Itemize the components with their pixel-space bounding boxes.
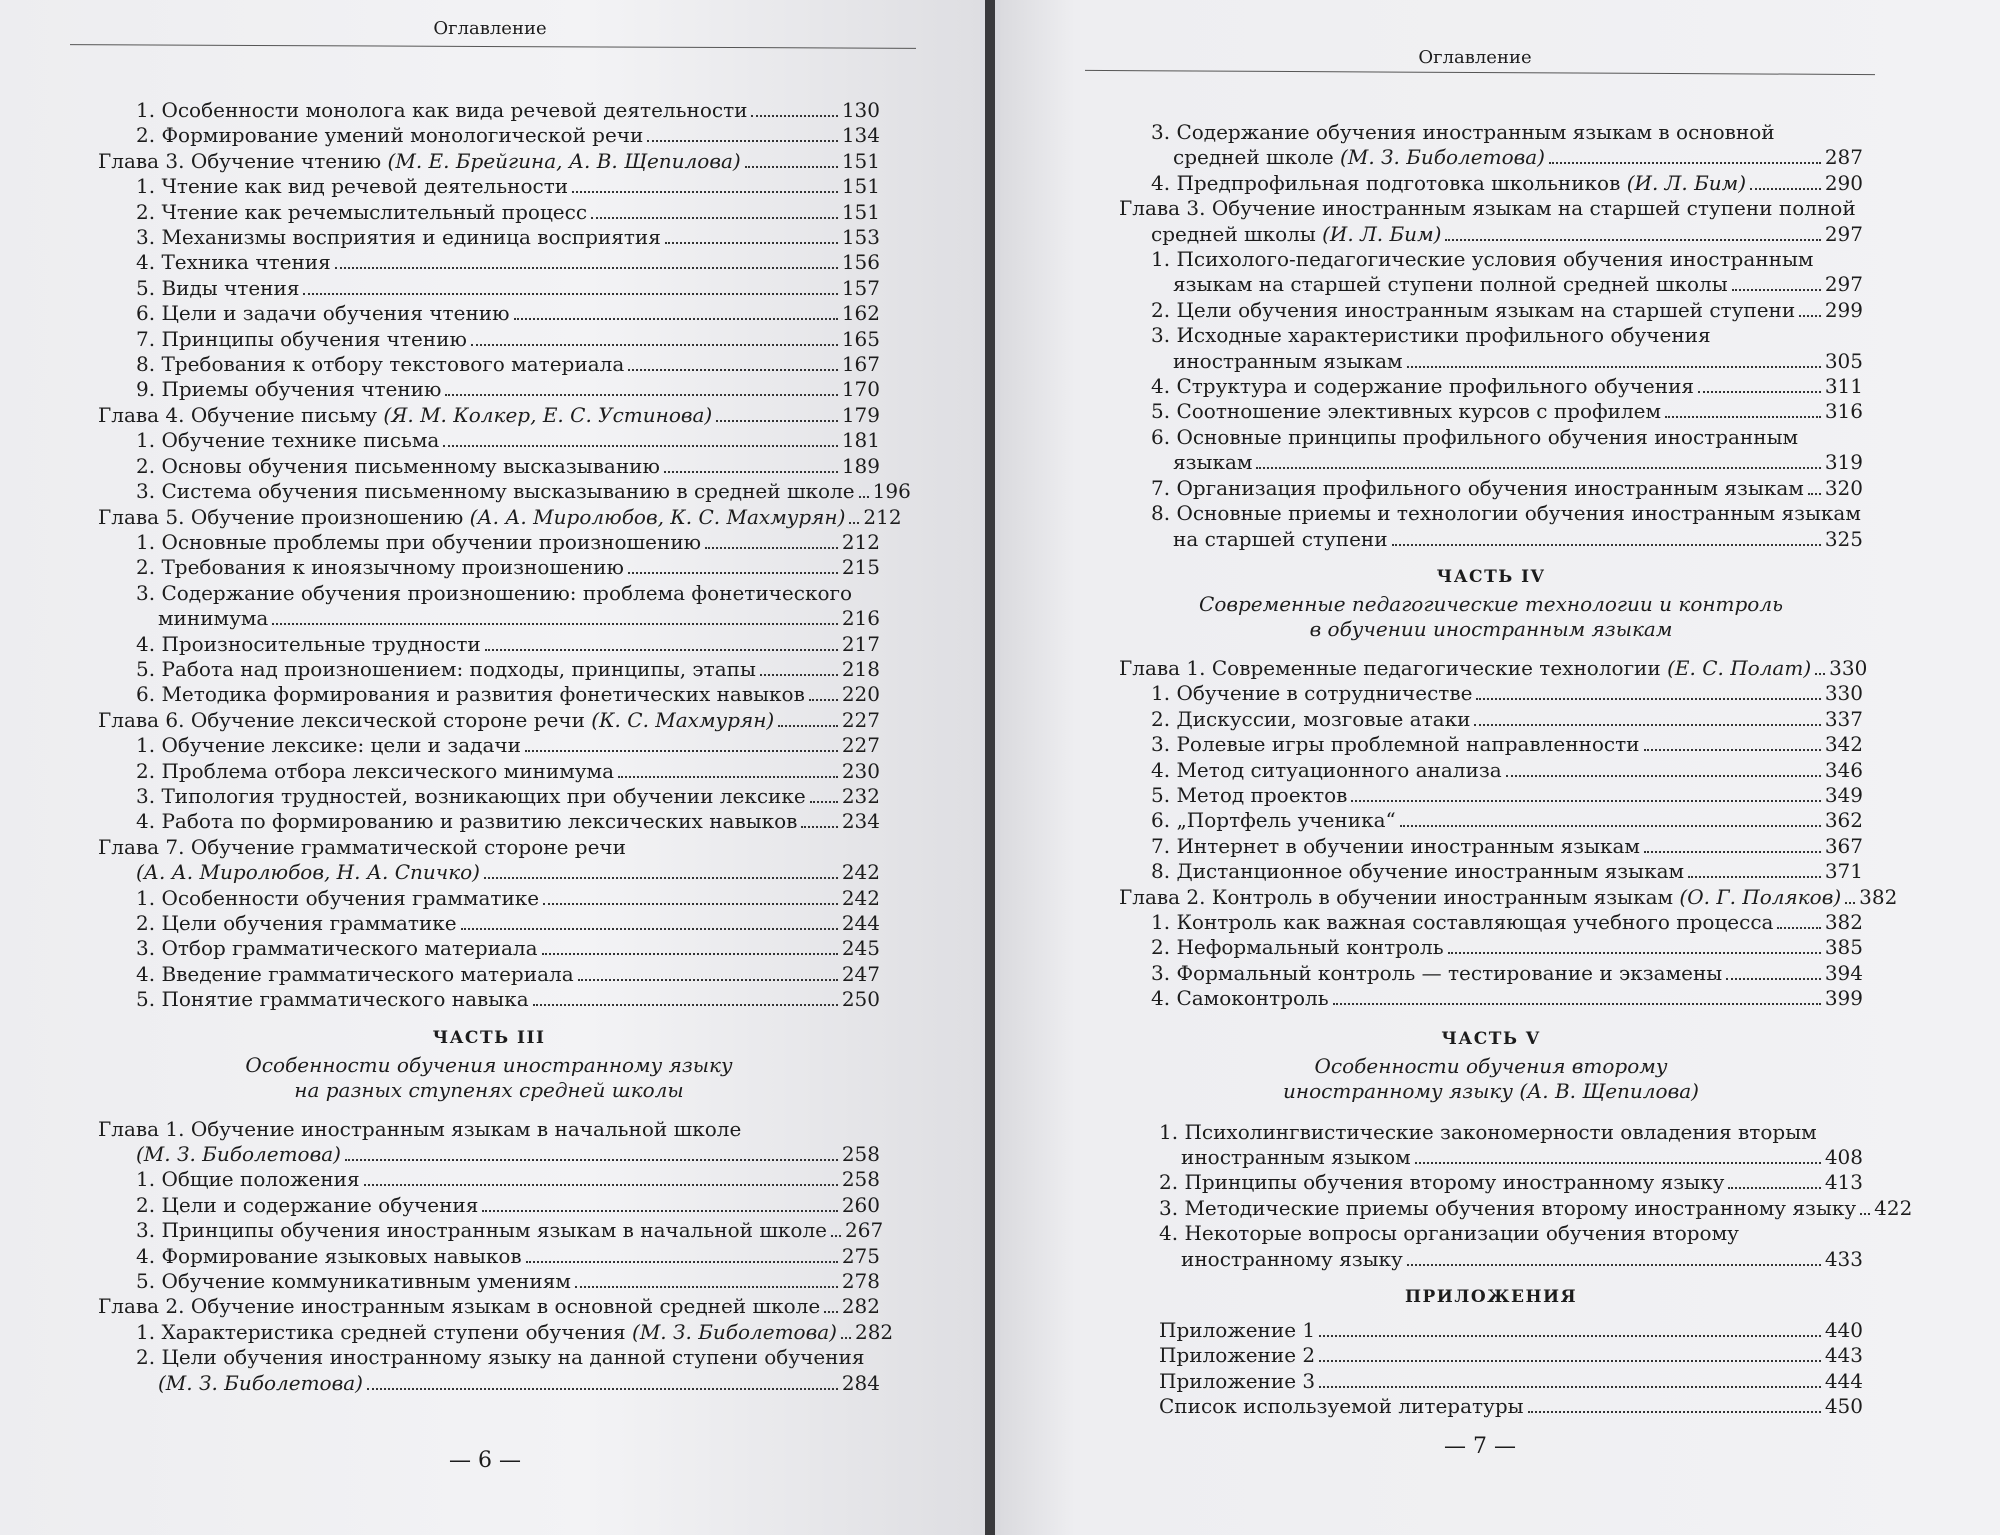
dot-leader	[526, 1261, 838, 1263]
dot-leader	[591, 217, 838, 219]
toc-entry[interactable]: 6. Основные принципы профильного обучения иностранным	[1151, 424, 1799, 449]
toc-page-number: 153	[841, 225, 880, 250]
toc-page-number: 151	[841, 174, 880, 199]
dot-leader	[1860, 1213, 1870, 1215]
toc-entry[interactable]	[1151, 783, 1863, 808]
toc-entry-title: 2. Дискуссии, мозговые атаки	[1151, 706, 1471, 731]
toc-entry[interactable]: 4. Предпрофильная подготовка школьников (И. Л. Бим) 290	[1151, 170, 1863, 195]
toc-page-number: 227	[841, 733, 880, 758]
book-gutter	[985, 0, 995, 1535]
toc-entry-title: 2. Цели и содержание обучения	[136, 1192, 479, 1217]
toc-entry-title: 8. Дистанционное обучение иностранным языкам	[1151, 859, 1685, 884]
toc-page-number: 258	[841, 1167, 880, 1192]
toc-chapter[interactable]: Глава 7. Обучение грамматической стороне речи	[98, 834, 626, 859]
toc-entry[interactable]	[1151, 834, 1863, 859]
toc-page-number: 245	[841, 936, 880, 961]
toc-entry-title: 2. Проблема отбора лексического минимума	[136, 758, 615, 783]
toc-entry[interactable]	[136, 911, 880, 936]
toc-entry[interactable]	[1151, 707, 1863, 732]
toc-entry-title: 1. Обучение в сотрудничестве	[1151, 681, 1473, 706]
dot-leader	[628, 369, 838, 371]
toc-entry[interactable]	[136, 759, 880, 784]
toc-entry-title: 8. Требования к отбору текстового материала	[136, 352, 625, 377]
toc-entry[interactable]	[136, 1244, 880, 1269]
toc-entry[interactable]	[136, 632, 880, 657]
toc-right	[1119, 120, 1913, 1420]
dot-leader	[810, 801, 838, 803]
toc-page-number: 413	[1824, 1170, 1863, 1195]
dot-leader	[335, 267, 838, 269]
toc-entry[interactable]	[1159, 1318, 1863, 1343]
toc-entry[interactable]	[136, 1269, 880, 1294]
toc-entry-title: 1. Обучение лексике: цели и задачи	[136, 733, 521, 758]
dot-leader	[1665, 416, 1821, 418]
dot-leader	[1351, 800, 1820, 802]
part-title: Особенности обучения второму	[1314, 1053, 1668, 1078]
toc-page-number: 196	[872, 479, 911, 504]
toc-entry[interactable]: 3. Содержание обучения иностранным языкам в основной	[1151, 120, 1775, 144]
dot-leader	[1698, 391, 1821, 393]
toc-entry[interactable]: 4. Некоторые вопросы организации обучения второму	[1159, 1221, 1739, 1246]
toc-entry-title: 3. Принципы обучения иностранным языкам в начальной школе	[136, 1218, 827, 1243]
toc-entry[interactable]	[136, 327, 880, 352]
toc-entry[interactable]	[1159, 1195, 1913, 1221]
dot-leader	[543, 903, 838, 905]
toc-entry[interactable]: 2. Цели обучения иностранному языку на данной ступени обучения	[136, 1345, 865, 1370]
toc-entry[interactable]: 1. Психолингвистические закономерности овладения вторым	[1159, 1119, 1817, 1144]
toc-page-number: 232	[841, 783, 880, 808]
toc-entry-title: 3. Формальный контроль — тестирование и экзамены	[1151, 960, 1723, 985]
toc-entry[interactable]	[136, 123, 880, 148]
part-title: Современные педагогические технологии и контроль	[1199, 591, 1783, 616]
toc-page-number: 337	[1824, 706, 1863, 731]
toc-entry-cont[interactable]: языкам на старшей ступени полной средней школы 297	[1173, 272, 1863, 297]
toc-chapter-cont[interactable]: средней школы (И. Л. Бим) 297	[1151, 221, 1863, 246]
toc-entry-title: 4. Формирование языковых навыков	[136, 1243, 522, 1268]
toc-chapter[interactable]: Глава 6. Обучение лексической стороне речи (К. С. Махмурян) 227	[98, 707, 880, 732]
toc-page-number: 157	[841, 275, 880, 300]
toc-entry[interactable]	[136, 200, 880, 225]
toc-entry-title: 9. Приемы обучения чтению	[136, 377, 442, 402]
toc-entry[interactable]	[136, 936, 880, 961]
toc-chapter[interactable]: Глава 5. Обучение произношению (А. А. Миролюбов, К. С. Махмурян) 212	[98, 504, 902, 529]
toc-left	[98, 98, 911, 1396]
toc-entry-title: 5. Работа над произношением: подходы, принципы, этапы	[136, 656, 756, 681]
toc-chapter-authors[interactable]: (А. А. Миролюбов, Н. А. Спичко) 242	[136, 860, 880, 885]
toc-entry-title: 1. Обучение технике письма	[136, 428, 440, 453]
dot-leader	[1476, 698, 1820, 700]
part-title: Особенности обучения иностранному языку	[245, 1052, 733, 1077]
dot-leader	[1319, 1335, 1821, 1337]
appendix-label: ПРИЛОЖЕНИЯ	[1404, 1287, 1578, 1308]
part-label: ЧАСТЬ III	[432, 1027, 546, 1048]
toc-entry[interactable]	[1151, 935, 1863, 960]
dot-leader	[664, 471, 838, 473]
toc-entry-title: 5. Обучение коммуникативным умениям	[136, 1269, 571, 1294]
toc-page-number: 244	[841, 911, 880, 935]
toc-entry-title: 1. Чтение как вид речевой деятельности	[136, 174, 569, 199]
toc-entry[interactable]	[136, 733, 880, 758]
left-page	[0, 0, 985, 1535]
toc-chapter[interactable]: Глава 3. Обучение чтению (М. Е. Брейгина, А. В. Щепилова) 151	[98, 148, 880, 173]
toc-page-number: 443	[1824, 1343, 1863, 1368]
dot-leader	[525, 750, 838, 752]
toc-entry-cont[interactable]: языкам 319	[1173, 450, 1863, 475]
toc-page-number: 189	[841, 453, 880, 478]
toc-entry[interactable]: 1. Психолого-педагогические условия обучения иностранным	[1151, 247, 1814, 272]
toc-chapter[interactable]: Глава 2. Обучение иностранным языкам в основной средней школе 282	[98, 1294, 880, 1319]
toc-entry[interactable]	[136, 1167, 880, 1192]
toc-page-number: 165	[841, 326, 880, 351]
dot-leader	[628, 572, 838, 574]
toc-chapter[interactable]: Глава 2. Контроль в обучении иностранным языкам (О. Г. Поляков) 382	[1119, 884, 1898, 909]
toc-chapter[interactable]: Глава 1. Современные педагогические технологии (Е. С. Полат) 330	[1119, 655, 1868, 680]
toc-entry[interactable]	[136, 682, 880, 707]
toc-entry[interactable]	[136, 530, 880, 555]
toc-entry[interactable]	[136, 809, 880, 834]
toc-page-number: 250	[841, 987, 880, 1012]
toc-entry[interactable]	[1151, 399, 1863, 424]
dot-leader	[1528, 1411, 1821, 1413]
dot-leader	[578, 979, 838, 981]
dot-leader	[1777, 927, 1820, 929]
part-label: ЧАСТЬ V	[1441, 1028, 1541, 1049]
toc-entry[interactable]	[1159, 1369, 1863, 1394]
toc-entry[interactable]	[136, 98, 880, 123]
toc-entry-cont[interactable]: иностранным языком 408	[1181, 1145, 1863, 1169]
toc-page-number: 346	[1824, 757, 1863, 782]
dot-leader	[618, 776, 838, 778]
toc-entry-title: 4. Введение грамматического материала	[136, 961, 574, 986]
toc-entry[interactable]	[136, 250, 880, 275]
toc-entry[interactable]	[136, 886, 880, 911]
toc-page-number: 362	[1824, 808, 1863, 833]
dot-leader	[760, 674, 838, 676]
toc-entry[interactable]	[136, 352, 880, 377]
dot-leader	[542, 953, 838, 955]
toc-entry[interactable]: 2. Цели обучения иностранным языкам на старшей ступени 299	[1151, 297, 1863, 322]
toc-page-number: 181	[841, 428, 880, 453]
dot-leader	[1644, 851, 1821, 853]
toc-entry-title: 1. Основные проблемы при обучении произношению	[136, 529, 702, 554]
part-label: ЧАСТЬ IV	[1436, 566, 1546, 587]
dot-leader	[482, 1210, 837, 1212]
toc-entry[interactable]	[136, 377, 880, 402]
toc-entry-title: Приложение 2	[1159, 1343, 1316, 1368]
dot-leader	[364, 1184, 838, 1186]
toc-page-number: 275	[841, 1243, 880, 1268]
right-page	[995, 0, 2000, 1535]
toc-entry[interactable]	[1151, 910, 1863, 935]
toc-entry[interactable]	[136, 276, 880, 301]
dot-leader	[443, 445, 837, 447]
toc-entry-title: 2. Неформальный контроль	[1151, 935, 1444, 960]
dot-leader	[1333, 1003, 1821, 1005]
toc-entry[interactable]	[136, 657, 880, 682]
toc-page-number: 220	[841, 682, 880, 707]
toc-entry[interactable]	[1151, 374, 1863, 399]
toc-entry-cont[interactable]: минимума 216	[158, 606, 880, 631]
toc-entry-title: 3. Механизмы восприятия и единица восприятия	[136, 225, 661, 250]
toc-page-number: 234	[841, 809, 880, 834]
toc-entry-title: 6. Методика формирования и развития фонетических навыков	[136, 682, 805, 707]
dot-leader	[809, 699, 838, 701]
toc-entry-cont[interactable]: (М. З. Биболетова) 284	[158, 1370, 880, 1395]
toc-page-number: 399	[1824, 986, 1863, 1011]
toc-page-number: 316	[1824, 399, 1863, 424]
toc-page-number: 385	[1824, 935, 1863, 960]
header-rule	[70, 44, 916, 49]
toc-page-number: 382	[1824, 909, 1863, 934]
toc-chapter[interactable]: Глава 4. Обучение письму (Я. М. Колкер, Е. С. Устинова) 179	[98, 402, 880, 427]
toc-page-number: 217	[841, 631, 880, 656]
toc-entry-title: 4. Метод ситуационного анализа	[1151, 757, 1502, 782]
toc-entry-cont[interactable]: средней школе (М. З. Биболетова) 287	[1173, 145, 1863, 170]
toc-entry-title: 7. Интернет в обучении иностранным языкам	[1151, 833, 1640, 858]
dot-leader	[1726, 978, 1821, 980]
running-header: Оглавление	[1418, 47, 1532, 68]
dot-leader	[445, 394, 837, 396]
toc-page-number: 267	[845, 1218, 884, 1243]
toc-entry[interactable]: 3. Содержание обучения произношению: проблема фонетического	[136, 580, 853, 605]
toc-chapter[interactable]: Глава 3. Обучение иностранным языкам на старшей ступени полной	[1119, 196, 1856, 221]
toc-entry-title: 4. Техника чтения	[136, 250, 331, 275]
dot-leader	[1644, 749, 1821, 751]
toc-entry[interactable]	[136, 1193, 880, 1218]
toc-entry[interactable]	[136, 987, 880, 1012]
dot-leader	[665, 242, 838, 244]
dot-leader	[1474, 724, 1820, 726]
toc-page-number: 330	[1824, 681, 1863, 706]
toc-entry-title: Приложение 1	[1159, 1318, 1316, 1343]
toc-entry-title: 5. Виды чтения	[136, 275, 300, 300]
dot-leader	[303, 293, 837, 295]
toc-entry-title: 2. Формирование умений монологической речи	[136, 123, 644, 148]
toc-page-number: 422	[1874, 1195, 1913, 1220]
page-number: — 7 —	[1444, 1434, 1516, 1459]
toc-entry[interactable]: 8. Основные приемы и технологии обучения иностранным языкам	[1151, 501, 1861, 526]
header-rule	[1085, 70, 1875, 75]
dot-leader	[801, 826, 837, 828]
toc-page-number: 218	[841, 656, 880, 681]
dot-leader	[461, 928, 838, 930]
toc-page-number: 371	[1824, 859, 1863, 884]
toc-page-number: 247	[841, 961, 880, 986]
toc-entry[interactable]	[136, 784, 880, 809]
toc-entry[interactable]	[1159, 1343, 1863, 1368]
dot-leader	[533, 1004, 838, 1006]
toc-entry-title: 2. Принципы обучения второму иностранному языку	[1159, 1170, 1725, 1195]
toc-page-number: 151	[841, 199, 880, 224]
toc-entry[interactable]	[136, 428, 880, 453]
toc-entry-title: 3. Система обучения письменному высказыванию в средней школе	[136, 479, 855, 504]
toc-page-number: 444	[1824, 1368, 1863, 1393]
toc-page-number: 440	[1824, 1318, 1863, 1343]
toc-entry[interactable]	[136, 454, 880, 479]
toc-entry-cont[interactable]: на старшей ступени 325	[1173, 526, 1863, 551]
toc-entry-title: 6. Цели и задачи обучения чтению	[136, 301, 510, 326]
toc-page-number: 156	[841, 250, 880, 275]
dot-leader	[572, 191, 838, 193]
dot-leader	[831, 1235, 841, 1237]
toc-page-number: 215	[841, 555, 880, 580]
toc-entry[interactable]	[136, 479, 911, 504]
toc-entry[interactable]	[1151, 732, 1863, 757]
toc-entry-title: 2. Чтение как речемыслительный процесс	[136, 199, 588, 224]
toc-entry[interactable]	[1151, 808, 1863, 833]
toc-entry-title: Приложение 3	[1159, 1368, 1316, 1393]
toc-entry[interactable]	[136, 962, 880, 987]
toc-page-number: 342	[1824, 732, 1863, 757]
toc-page-number: 212	[841, 529, 880, 554]
toc-page-number: 260	[841, 1192, 880, 1217]
toc-entry[interactable]	[1151, 758, 1863, 783]
toc-entry-title: 1. Общие положения	[136, 1167, 360, 1192]
toc-entry-title: 3. Ролевые игры проблемной направленности	[1151, 732, 1640, 757]
toc-entry-title: 1. Контроль как важная составляющая учебного процесса	[1151, 909, 1774, 934]
toc-entry-title: 1. Особенности монолога как вида речевой деятельности	[136, 98, 748, 122]
toc-entry-title: 5. Метод проектов	[1151, 782, 1348, 807]
dot-leader	[1688, 876, 1821, 878]
toc-page-number: 278	[841, 1269, 880, 1294]
toc-entry[interactable]	[136, 174, 880, 199]
toc-entry-title: 4. Структура и содержание профильного обучения	[1151, 374, 1695, 399]
dot-leader	[859, 496, 869, 498]
toc-page-number: 134	[841, 123, 880, 148]
toc-entry[interactable]	[136, 555, 880, 580]
toc-entry[interactable]	[1151, 859, 1863, 884]
toc-entry[interactable]: 1. Характеристика средней ступени обучения (М. З. Биболетова) 282	[136, 1319, 894, 1344]
dot-leader	[1448, 952, 1821, 954]
toc-page-number: 349	[1824, 782, 1863, 807]
toc-entry-title: Список используемой литературы	[1159, 1394, 1524, 1419]
toc-page-number: 242	[841, 885, 880, 910]
dot-leader	[1728, 1187, 1820, 1189]
toc-page-number: 311	[1824, 374, 1863, 399]
toc-entry[interactable]	[1159, 1394, 1863, 1419]
dot-leader	[514, 318, 838, 320]
toc-entry-title: 2. Требования к иноязычному произношению	[136, 555, 624, 580]
toc-entry[interactable]: 3. Исходные характеристики профильного обучения	[1151, 323, 1711, 348]
toc-page-number: 394	[1824, 960, 1863, 985]
toc-chapter[interactable]: Глава 1. Обучение иностранным языкам в начальной школе	[98, 1116, 742, 1141]
toc-page-number: 130	[841, 98, 880, 122]
toc-entry[interactable]	[136, 1218, 884, 1243]
toc-entry[interactable]	[1151, 681, 1863, 706]
toc-entry-cont[interactable]: иностранному языку 433	[1181, 1246, 1863, 1271]
page-number: — 6 —	[449, 1448, 521, 1473]
dot-leader	[1506, 775, 1821, 777]
toc-page-number: 170	[841, 377, 880, 402]
dot-leader	[647, 140, 837, 142]
toc-entry-title: 2. Основы обучения письменному высказыванию	[136, 453, 660, 478]
toc-entry-title: 2. Цели обучения грамматике	[136, 911, 457, 935]
toc-entry[interactable]	[136, 301, 880, 326]
part-title: на разных ступенях средней школы	[294, 1077, 684, 1102]
toc-entry[interactable]	[1151, 986, 1863, 1011]
toc-entry-title: 3. Отбор грамматического материала	[136, 936, 538, 961]
toc-entry-title: 4. Работа по формированию и развитию лексических навыков	[136, 809, 798, 834]
dot-leader	[485, 649, 838, 651]
toc-entry-cont[interactable]: иностранным языкам 305	[1173, 348, 1863, 373]
toc-entry-title: 4. Самоконтроль	[1151, 986, 1329, 1011]
toc-page-number: 367	[1824, 833, 1863, 858]
toc-chapter-authors[interactable]: (М. З. Биболетова) 258	[136, 1142, 880, 1167]
dot-leader	[1319, 1386, 1821, 1388]
dot-leader	[751, 115, 837, 117]
toc-entry-title: 1. Особенности обучения грамматике	[136, 885, 540, 910]
toc-entry-title: 6. „Портфель ученика“	[1151, 808, 1396, 833]
dot-leader	[471, 344, 838, 346]
toc-page-number: 167	[841, 352, 880, 377]
toc-entry-title: 5. Понятие грамматического навыка	[136, 987, 529, 1012]
toc-entry[interactable]	[1151, 961, 1863, 986]
toc-entry-title: 4. Произносительные трудности	[136, 631, 481, 656]
toc-entry-title: 3. Методические приемы обучения второму иностранному языку	[1159, 1195, 1857, 1220]
toc-page-number: 162	[841, 301, 880, 326]
dot-leader	[705, 547, 838, 549]
toc-entry-title: 5. Соотношение элективных курсов с профилем	[1151, 399, 1662, 424]
toc-entry[interactable]: 7. Организация профильного обучения иностранным языкам 320	[1151, 475, 1863, 500]
running-header: Оглавление	[433, 18, 547, 39]
dot-leader	[1400, 825, 1821, 827]
toc-entry-title: 3. Типология трудностей, возникающих при обучении лексике	[136, 783, 806, 808]
toc-entry[interactable]	[1159, 1170, 1863, 1195]
dot-leader	[1319, 1360, 1821, 1362]
dot-leader	[575, 1286, 838, 1288]
part-title: в обучении иностранным языкам	[1309, 616, 1673, 641]
toc-entry-title: 7. Принципы обучения чтению	[136, 326, 467, 351]
toc-page-number: 230	[841, 758, 880, 783]
part-title: иностранному языку (А. В. Щепилова)	[1283, 1078, 1699, 1103]
toc-page-number: 450	[1824, 1394, 1863, 1419]
toc-entry[interactable]	[136, 225, 880, 250]
